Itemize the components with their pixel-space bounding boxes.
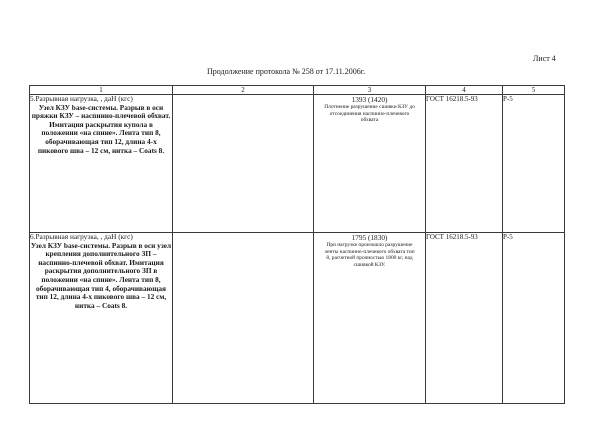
code-cell: Р-5	[503, 233, 565, 404]
column-header-5: 5	[503, 86, 565, 95]
result-note: Плотнение разрушение сшивки КЗУ до отсоединения наспинно-плечевого обхвата	[324, 104, 415, 124]
test-conditions: Узел КЗУ base-системы. Разрыв в оси пряжки КЗУ – наспинно-плечевой обхват. Имитация раскрытия купола в положении «на спине». Лента тип 8, оборачивающая тип 12, длина 4-х пикового шва – 12 см, нитка – Coats 8.	[31, 102, 171, 155]
standard-cell: ГОСТ 16218.5-93	[426, 233, 503, 404]
column-header-3: 3	[314, 86, 426, 95]
result-value: 1393 (1420)	[351, 95, 388, 104]
result-cell	[314, 233, 426, 404]
test-description-cell	[30, 95, 173, 233]
result-cell	[314, 95, 426, 233]
test-label: 6.Разрывная нагрузка, , даН (кгс)	[30, 232, 133, 241]
sheet-number: Лист 4	[533, 54, 556, 63]
column-header-2: 2	[173, 86, 314, 95]
result-note: При нагрузке произошло разрушение ленты наспинно-плечевого обхвата тип 8, расчетной прочностью 1800 кг, над сшивкой КЗУ.	[324, 242, 415, 268]
test-description-cell	[30, 233, 173, 404]
protocol-table	[29, 85, 565, 404]
code-cell: Р-5	[503, 95, 565, 233]
empty-cell	[173, 95, 314, 233]
column-header-4: 4	[426, 86, 503, 95]
protocol-title: Продолжение протокола № 258 от 17.11.2006г.	[207, 67, 366, 76]
test-conditions: Узел КЗУ base-системы. Разрыв в оси узел крепления дополнительного ЗП – наспинно-плечевой обхват. Имитация раскрытия дополнительного ЗП в положении «на спине». Лента тип 8, оборачивающая тип 4, оборачивающая тип 12, длина 4-х пикового шва – 12 см, нитка – Coats 8.	[30, 240, 172, 310]
standard-cell: ГОСТ 16218.5-93	[426, 95, 503, 233]
table-row	[30, 233, 565, 404]
result-value: 1795 (1830)	[351, 233, 388, 242]
column-header-1: 1	[30, 86, 173, 95]
empty-cell	[173, 233, 314, 404]
test-label: 5.Разрывная нагрузка, , даН (кгс)	[30, 94, 133, 103]
table-row	[30, 95, 565, 233]
